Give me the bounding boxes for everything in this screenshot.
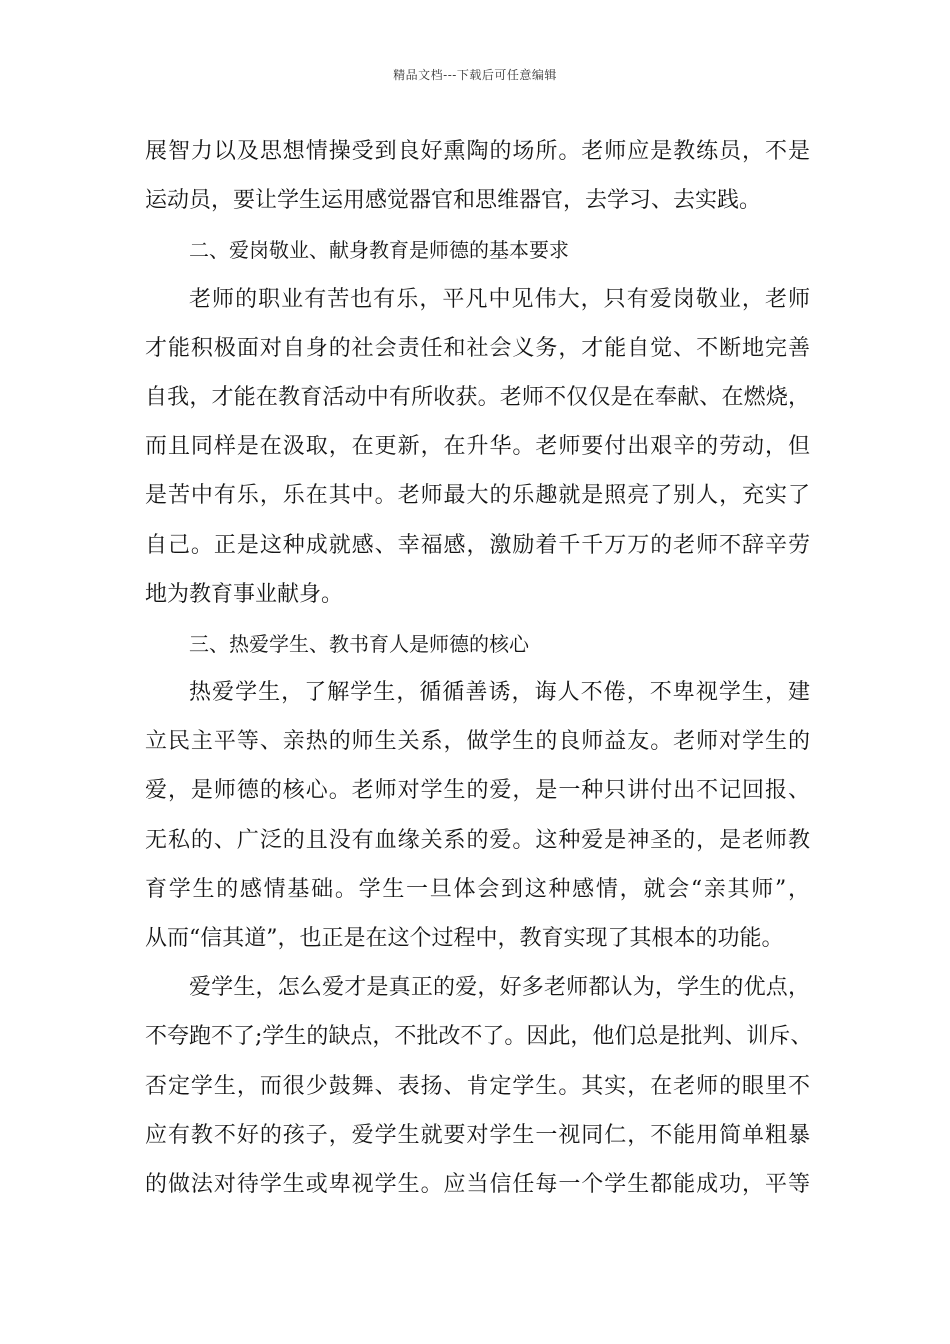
paragraph-line: 从而“信其道”，也正是在这个过程中，教育实现了其根本的功能。: [145, 926, 784, 951]
paragraph-line: 才能积极面对自身的社会责任和社会义务，才能自觉、不断地完善: [145, 335, 810, 361]
paragraph-line: 不夸跑不了;学生的缺点，不批改不了。因此，他们总是批判、训斥、: [145, 1024, 813, 1050]
paragraph-line: 运动员，要让学生运用感觉器官和思维器官，去学习、去实践。: [145, 188, 762, 214]
paragraph-line: 地为教育事业献身。: [145, 581, 344, 607]
paragraph-line: 是苦中有乐，乐在其中。老师最大的乐趣就是照亮了别人，充实了: [145, 483, 810, 509]
paragraph-line: 的做法对待学生或卑视学生。应当信任每一个学生都能成功，平等: [145, 1171, 810, 1197]
paragraph-line: 自我，才能在教育活动中有所收获。老师不仅仅是在奉献、在燃烧，: [145, 384, 810, 410]
paragraph-line: 而且同样是在汲取，在更新，在升华。老师要付出艰辛的劳动，但: [145, 434, 810, 460]
paragraph-line: 否定学生，而很少鼓舞、表扬、肯定学生。其实，在老师的眼里不: [145, 1073, 810, 1099]
section-heading: 三、热爱学生、教书育人是师德的核心: [189, 631, 529, 656]
paragraph-line: 展智力以及思想情操受到良好熏陶的场所。老师应是教练员，不是: [145, 139, 810, 164]
page-header: 精品文档---下载后可任意编辑: [393, 68, 557, 82]
paragraph-line: 老师的职业有苦也有乐，平凡中见伟大，只有爱岗敬业，老师: [189, 286, 810, 312]
body-text: [145, 134, 813, 1216]
section-heading: 二、爱岗敬业、献身教育是师德的基本要求: [189, 238, 569, 263]
paragraph-line: 热爱学生，了解学生，循循善诱，诲人不倦，不卑视学生，建: [189, 680, 810, 706]
paragraph-line: 爱，是师德的核心。老师对学生的爱，是一种只讲付出不记回报、: [145, 778, 810, 804]
paragraph-line: 应有教不好的孩子，爱学生就要对学生一视同仁，不能用简单粗暴: [145, 1122, 810, 1148]
paragraph-line: 立民主平等、亲热的师生关系，做学生的良师益友。老师对学生的: [145, 729, 810, 755]
paragraph-line: 自己。正是这种成就感、幸福感，激励着千千万万的老师不辞辛劳: [145, 532, 810, 558]
paragraph-line: 育学生的感情基础。学生一旦体会到这种感情，就会“亲其师”，: [145, 876, 810, 902]
paragraph-line: 爱学生，怎么爱才是真正的爱，好多老师都认为，学生的优点，: [189, 975, 810, 1001]
paragraph-line: 无私的、广泛的且没有血缘关系的爱。这种爱是神圣的，是老师教: [145, 827, 810, 853]
